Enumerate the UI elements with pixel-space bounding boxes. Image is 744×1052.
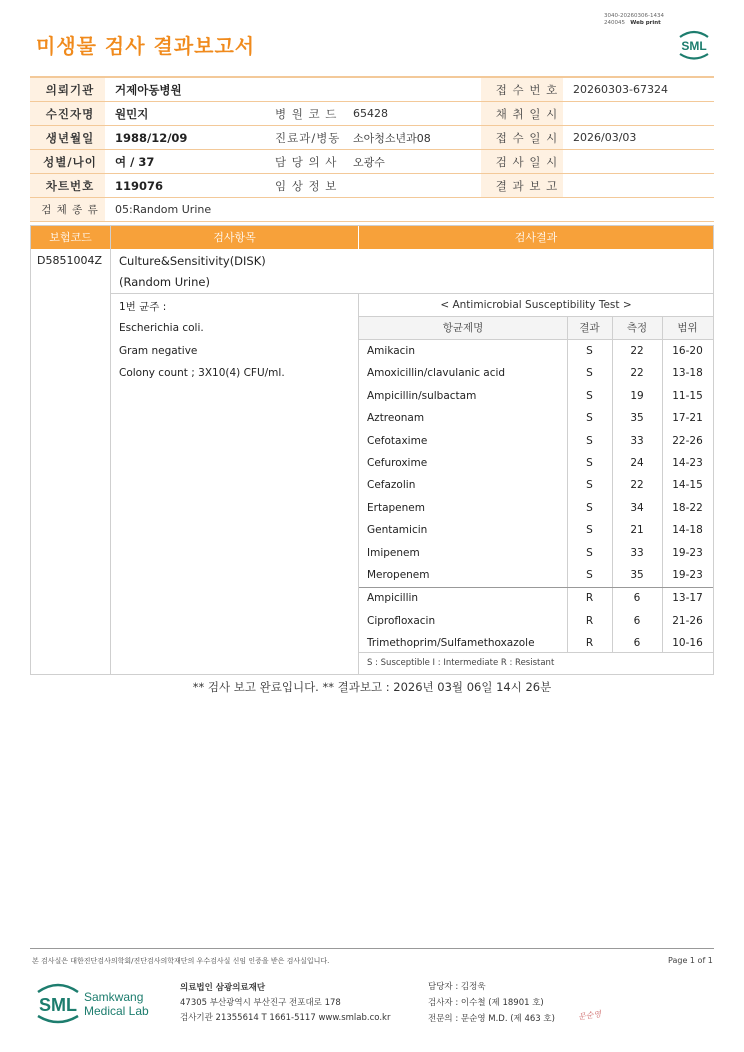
label-accession-number: 접 수 번 호 xyxy=(481,77,563,102)
samkwang-logo-mark: SML xyxy=(39,995,77,1015)
samkwang-logo-name1: Samkwang xyxy=(84,990,144,1004)
ast-drug-name: Aztreonam xyxy=(367,412,425,425)
info-row xyxy=(30,77,714,102)
ast-drug-name: Cefotaxime xyxy=(367,434,428,447)
organization-address: 47305 부산광역시 부산진구 전포대로 178 xyxy=(180,998,341,1008)
ast-drug-name: Gentamicin xyxy=(367,524,428,537)
value-department: 소아청소년과08 xyxy=(343,126,481,150)
result-table xyxy=(30,225,714,675)
ast-col-measure: 측정 xyxy=(626,322,648,334)
ast-drug-name: Cefuroxime xyxy=(367,457,428,469)
value-clinical-info xyxy=(343,174,481,198)
ast-measure: 22 xyxy=(630,367,644,380)
print-code xyxy=(604,13,664,27)
ast-drug-name: Meropenem xyxy=(367,569,430,581)
ast-row xyxy=(359,385,715,408)
specialist-signature: 문순영 xyxy=(577,1009,602,1022)
ast-range: 11-15 xyxy=(672,389,703,402)
ast-measure: 19 xyxy=(630,389,644,402)
divider xyxy=(358,226,359,249)
ast-measure: 34 xyxy=(630,501,644,514)
test-item-name: Culture&Sensitivity(DISK) xyxy=(119,254,266,268)
sml-logo-text: SML xyxy=(681,39,707,53)
ast-col-result: 결과 xyxy=(579,322,600,334)
organism-name: Escherichia coli. xyxy=(119,322,204,334)
info-row xyxy=(30,150,714,174)
organization-info xyxy=(180,981,390,1026)
ast-measure: 35 xyxy=(630,569,644,581)
samkwang-logo xyxy=(36,980,166,1026)
ast-result: S xyxy=(586,389,593,402)
header-insurance-code: 보험코드 xyxy=(49,231,92,244)
ast-range: 14-18 xyxy=(672,524,703,537)
ast-row xyxy=(359,430,715,453)
ast-measure: 33 xyxy=(630,546,644,559)
ast-col-range: 범위 xyxy=(677,322,698,334)
info-row xyxy=(30,174,714,198)
ast-column-header xyxy=(359,317,713,339)
value-patient-name: 원민지 xyxy=(105,102,265,126)
ast-range: 13-17 xyxy=(672,592,703,605)
ast-result: S xyxy=(586,501,593,514)
ast-drug-name: Ampicillin xyxy=(367,592,419,605)
ast-row xyxy=(359,407,715,430)
ast-result: S xyxy=(586,457,593,469)
ast-row xyxy=(359,452,715,475)
label-department: 진료과/병동 xyxy=(265,126,343,150)
ast-measure: 6 xyxy=(633,592,641,605)
ast-row xyxy=(359,340,715,363)
label-physician: 담 당 의 사 xyxy=(265,150,343,174)
header-test-result: 검사결과 xyxy=(514,231,558,244)
ast-result: S xyxy=(586,546,593,559)
print-code-line1: 3040-20260306-1434 xyxy=(604,13,664,19)
ast-col-drug: 항균제명 xyxy=(442,322,484,334)
ast-row xyxy=(359,362,715,385)
staff-specialist: 전문의 : 문순영 M.D. (제 463 호) xyxy=(428,1014,555,1024)
footer-divider xyxy=(30,948,714,949)
ast-legend: S : Susceptible I : Intermediate R : Resistant xyxy=(367,658,555,668)
test-item-specimen: (Random Urine) xyxy=(119,275,210,289)
ast-measure: 6 xyxy=(633,637,641,650)
ast-range: 17-21 xyxy=(672,412,703,425)
label-requesting-institution: 의뢰기관 xyxy=(30,77,105,102)
organism-label: 1번 균주 : xyxy=(119,301,167,313)
ast-row xyxy=(359,474,715,497)
ast-measure: 24 xyxy=(630,457,644,469)
report-completion-line: ** 검사 보고 완료입니다. ** 결과보고 : 2026년 03월 06일 14시 26분 xyxy=(192,680,552,694)
report-title: 미생물 검사 결과보고서 xyxy=(36,34,256,58)
label-receipt-date: 접 수 일 시 xyxy=(481,126,563,150)
label-hospital-code: 병 원 코 드 xyxy=(265,102,343,126)
ast-range: 10-16 xyxy=(672,637,703,650)
staff-info xyxy=(428,979,555,1027)
ast-result: S xyxy=(586,412,593,425)
ast-row xyxy=(359,632,715,655)
ast-range: 19-23 xyxy=(672,546,703,559)
ast-range: 13-18 xyxy=(672,367,703,380)
ast-measure: 6 xyxy=(633,614,641,627)
label-collection-date: 채 취 일 시 xyxy=(481,102,563,126)
ast-result: S xyxy=(586,569,593,581)
ast-range: 22-26 xyxy=(672,434,703,447)
ast-result: S xyxy=(586,345,593,357)
staff-in-charge: 담당자 : 김정욱 xyxy=(428,982,486,992)
sml-logo xyxy=(675,25,713,63)
staff-tester: 검사자 : 이수철 (제 18901 호) xyxy=(428,998,544,1008)
ast-drug-name: Ciprofloxacin xyxy=(367,614,436,627)
ast-measure: 22 xyxy=(630,345,644,357)
info-row xyxy=(30,126,714,150)
label-chart-number: 차트번호 xyxy=(30,174,105,198)
label-result-report: 결 과 보 고 xyxy=(481,174,563,198)
ast-measure: 33 xyxy=(630,434,644,447)
info-row xyxy=(30,198,714,222)
organization-contact: 검사기관 21355614 T 1661-5117 www.smlab.co.kr xyxy=(180,1013,391,1023)
value-result-report xyxy=(563,174,714,198)
ast-result: R xyxy=(585,637,594,650)
ast-range: 19-23 xyxy=(672,569,703,581)
print-code-line2: 240045 xyxy=(604,20,625,26)
ast-range: 21-26 xyxy=(672,614,703,627)
header-test-item: 검사항목 xyxy=(213,231,256,244)
value-collection-date xyxy=(563,102,714,126)
label-clinical-info: 임 상 정 보 xyxy=(265,174,343,198)
label-specimen-type: 검 체 종 류 xyxy=(30,198,105,222)
insurance-code: D5851004Z xyxy=(37,254,102,267)
value-chart-number: 119076 xyxy=(105,174,265,198)
certification-note: 본 검사실은 대한진단검사의학회/진단검사의학재단의 우수검사실 신임 인증을 받은 검사실입니다. xyxy=(32,957,330,965)
ast-drug-name: Cefazolin xyxy=(367,479,416,492)
colony-count: Colony count ; 3X10(4) CFU/ml. xyxy=(119,367,285,379)
value-sex-age: 여 / 37 xyxy=(105,150,265,174)
value-hospital-code: 65428 xyxy=(343,102,481,126)
ast-result: R xyxy=(585,614,594,627)
ast-measure: 22 xyxy=(630,479,644,492)
value-accession-number: 20260303-67324 xyxy=(563,77,714,102)
info-row xyxy=(30,102,714,126)
value-test-date xyxy=(563,150,714,174)
ast-row xyxy=(359,497,715,520)
ast-drug-name: Amoxicillin/clavulanic acid xyxy=(367,367,506,380)
value-birth-date: 1988/12/09 xyxy=(105,126,265,150)
ast-drug-name: Ertapenem xyxy=(367,501,425,514)
ast-result: S xyxy=(586,479,593,492)
result-table-header xyxy=(31,226,713,249)
ast-drug-name: Amikacin xyxy=(367,345,416,357)
value-physician: 오광수 xyxy=(343,150,481,174)
label-patient-name: 수진자명 xyxy=(30,102,105,126)
organization-name: 의료법인 삼광의료재단 xyxy=(180,983,266,993)
ast-measure: 35 xyxy=(630,412,644,425)
value-receipt-date: 2026/03/03 xyxy=(563,126,714,150)
label-birth-date: 생년월일 xyxy=(30,126,105,150)
print-label: Web print xyxy=(630,20,661,26)
ast-drug-name: Ampicillin/sulbactam xyxy=(367,389,477,402)
label-sex-age: 성별/나이 xyxy=(30,150,105,174)
ast-drug-name: Imipenem xyxy=(367,546,420,559)
ast-result: S xyxy=(586,367,593,380)
ast-row xyxy=(359,519,715,542)
ast-range: 18-22 xyxy=(672,501,703,514)
samkwang-logo-name2: Medical Lab xyxy=(84,1004,149,1018)
page-number: Page 1 of 1 xyxy=(668,956,713,965)
label-test-date: 검 사 일 시 xyxy=(481,150,563,174)
ast-panel xyxy=(359,294,713,674)
gram-stain: Gram negative xyxy=(119,345,198,357)
ast-range: 14-15 xyxy=(672,479,703,492)
patient-info-table xyxy=(30,76,714,222)
ast-result: S xyxy=(586,524,593,537)
value-requesting-institution: 거제아동병원 xyxy=(105,77,265,102)
ast-row xyxy=(359,542,715,565)
ast-range: 14-23 xyxy=(672,457,703,469)
ast-range: 16-20 xyxy=(672,345,703,357)
ast-result: R xyxy=(585,592,594,605)
ast-row xyxy=(359,610,715,633)
ast-title: < Antimicrobial Susceptibility Test > xyxy=(440,299,632,311)
ast-row xyxy=(359,587,715,610)
ast-drug-name: Trimethoprim/Sulfamethoxazole xyxy=(367,637,535,650)
ast-measure: 21 xyxy=(630,524,644,537)
value-specimen-type: 05:Random Urine xyxy=(105,198,714,222)
ast-result: S xyxy=(586,434,593,447)
ast-row xyxy=(359,564,715,587)
